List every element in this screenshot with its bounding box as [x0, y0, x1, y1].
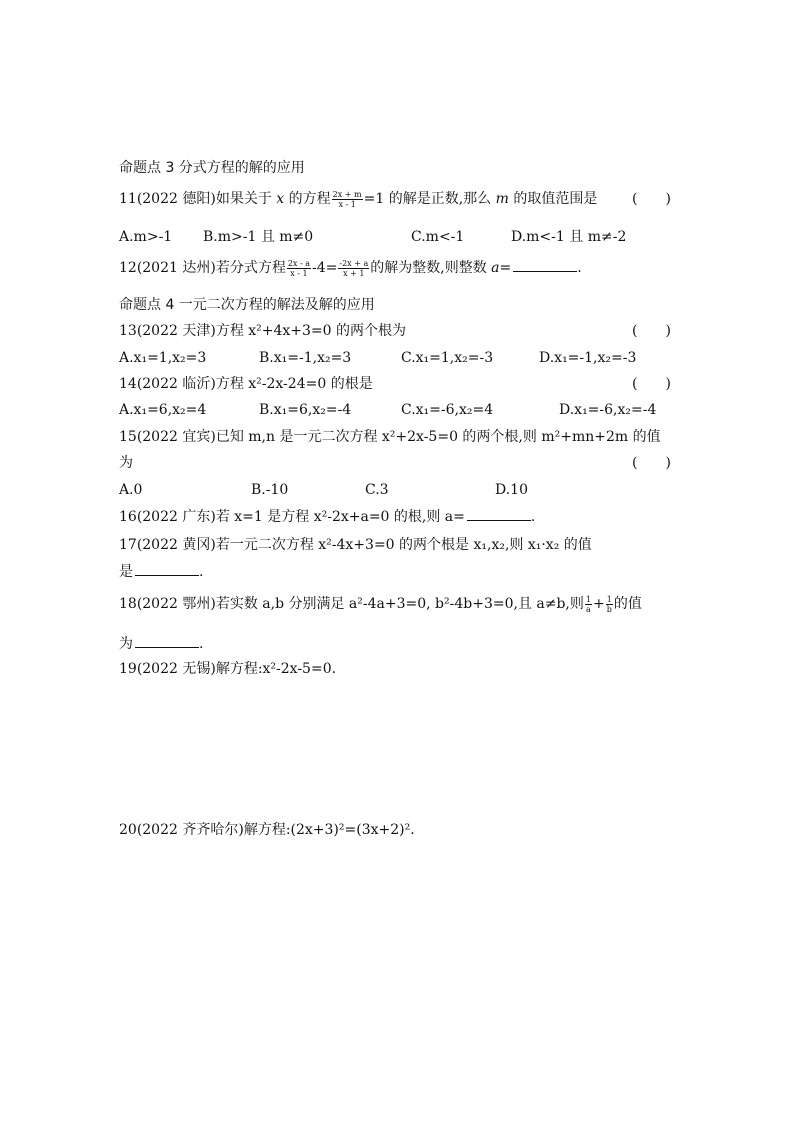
q14-option-a: A.x₁=6,x₂=4 — [119, 402, 207, 418]
question-17-line-1: 17(2022 黄冈)若一元二次方程 x²-4x+3=0 的两个根是 x₁,x₂,则 x₁·x₂ 的值 — [119, 537, 592, 553]
q11-option-c: C.m<-1 — [411, 229, 465, 245]
q14-option-c: C.x₁=-6,x₂=4 — [401, 402, 494, 418]
q12-text: 的解为整数,则整数 — [370, 260, 492, 276]
q11-text: 的取值范围是 — [508, 191, 598, 207]
question-18-line-1 — [119, 594, 642, 614]
section-heading-3: 命题点 3 分式方程的解的应用 — [119, 160, 305, 176]
q14-option-b: B.x₁=6,x₂=-4 — [259, 402, 352, 418]
q12-source: 12(2021 达州) — [119, 260, 216, 276]
q15-answer-paren: ( ) — [632, 455, 671, 471]
question-12 — [119, 258, 582, 278]
q18-text: 18(2022 鄂州)若实数 a,b 分别满足 a²-4a+3=0, b²-4b+3=0,且 a≠b,则 — [119, 596, 584, 612]
q17-text: 是 — [119, 564, 133, 580]
q16-period: . — [530, 509, 536, 525]
q11-source: 11(2022 德阳) — [119, 191, 216, 207]
q12-fraction-1-denominator: x - 1 — [290, 268, 308, 278]
q12-fraction-1-numerator: 2x - a — [287, 258, 310, 268]
question-11 — [119, 189, 597, 209]
q16-answer-blank[interactable] — [467, 507, 531, 521]
q11-text: 的方程 — [284, 191, 331, 207]
q13-option-c: C.x₁=1,x₂=-3 — [401, 350, 494, 366]
q11-text: 如果关于 — [215, 191, 277, 207]
q18-fraction-2-numerator: 1 — [606, 594, 612, 604]
q11-text: =1 的解是正数,那么 — [363, 191, 496, 207]
q18-text: 为 — [119, 636, 133, 652]
question-17-line-2 — [119, 562, 203, 582]
q11-fraction-numerator: 2x + m — [332, 189, 362, 199]
question-18-line-2 — [119, 634, 203, 654]
q18-answer-blank[interactable] — [135, 634, 199, 648]
q12-text: 若分式方程 — [215, 260, 286, 276]
q13-option-b: B.x₁=-1,x₂=3 — [259, 350, 352, 366]
question-15-line-1: 15(2022 宜宾)已知 m,n 是一元二次方程 x²+2x-5=0 的两个根,则 m²+mn+2m 的值 — [119, 429, 661, 445]
q18-text: 的值 — [613, 596, 642, 612]
q12-answer-blank[interactable] — [513, 258, 577, 272]
q15-option-b: B.-10 — [251, 482, 289, 498]
q15-option-d: D.10 — [495, 482, 528, 498]
question-16 — [119, 507, 535, 527]
q18-fraction-2 — [606, 595, 613, 614]
q13-option-a: A.x₁=1,x₂=3 — [119, 350, 207, 366]
q11-answer-paren: ( ) — [632, 191, 671, 207]
q16-text: 16(2022 广东)若 x=1 是方程 x²-2x+a=0 的根,则 a= — [119, 509, 465, 525]
q13-answer-paren: ( ) — [632, 323, 671, 339]
q14-option-d: D.x₁=-6,x₂=-4 — [559, 402, 657, 418]
q12-period: . — [577, 260, 582, 276]
q12-fraction-1 — [287, 259, 311, 278]
q12-fraction-2-numerator: -2x + a — [339, 258, 369, 268]
q18-fraction-2-denominator: b — [606, 604, 612, 614]
q11-var-m: m — [495, 191, 509, 207]
q17-period: . — [199, 564, 204, 580]
q18-fraction-1 — [585, 595, 592, 614]
q12-text: -4= — [312, 260, 338, 276]
q13-option-d: D.x₁=-1,x₂=-3 — [539, 350, 637, 366]
question-19: 19(2022 无锡)解方程:x²-2x-5=0. — [119, 661, 337, 677]
q18-fraction-1-denominator: a — [586, 604, 591, 614]
q18-fraction-1-numerator: 1 — [585, 594, 591, 604]
q15-option-a: A.0 — [119, 482, 143, 498]
q11-fraction-denominator: x - 1 — [338, 199, 356, 209]
q11-option-b: B.m>-1 且 m≠0 — [203, 229, 314, 245]
question-14: 14(2022 临沂)方程 x²-2x-24=0 的根是 — [119, 376, 373, 392]
q12-text: = — [499, 260, 512, 276]
q18-plus: + — [592, 596, 605, 612]
q15-option-c: C.3 — [365, 482, 389, 498]
q12-var-a: a — [491, 260, 500, 276]
q11-option-a: A.m>-1 — [119, 229, 173, 245]
q17-answer-blank[interactable] — [135, 562, 199, 576]
question-20: 20(2022 齐齐哈尔)解方程:(2x+3)²=(3x+2)². — [119, 822, 415, 838]
q18-period: . — [199, 636, 204, 652]
q11-option-d: D.m<-1 且 m≠-2 — [511, 229, 627, 245]
question-13: 13(2022 天津)方程 x²+4x+3=0 的两个根为 — [119, 323, 407, 339]
q14-answer-paren: ( ) — [632, 376, 671, 392]
q11-fraction — [332, 190, 363, 209]
q11-var-x: x — [276, 191, 285, 207]
q12-fraction-2-denominator: x + 1 — [343, 268, 365, 278]
section-heading-4: 命题点 4 一元二次方程的解法及解的应用 — [119, 297, 375, 313]
q12-fraction-2 — [338, 259, 369, 278]
question-15-line-2: 为 — [119, 455, 133, 471]
